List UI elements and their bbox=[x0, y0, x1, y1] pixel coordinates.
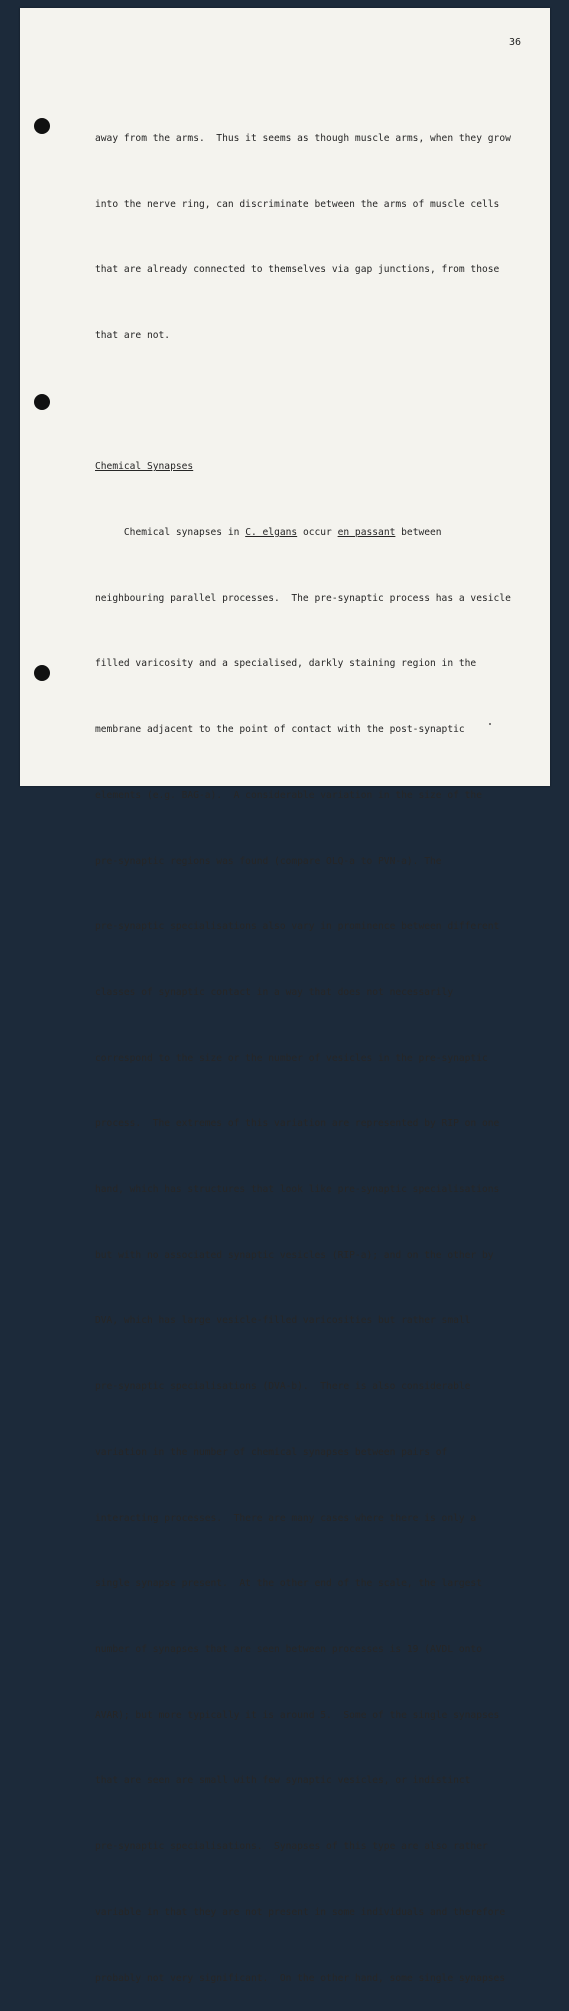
text-line: away from the arms. Thus it seems as though muscle arms, when they grow bbox=[95, 132, 511, 144]
text-line: variable in that they are not present in some individuals and therefore bbox=[95, 1906, 506, 1918]
text-line: filled varicosity and a specialised, darkly staining region in the bbox=[95, 658, 477, 670]
punch-hole bbox=[34, 118, 50, 134]
text-line: interacting processes. There are many cases where there is only a bbox=[95, 1512, 477, 1524]
text-line: but with no associated synaptic vesicles (RIP-a); and on the other by bbox=[95, 1249, 494, 1261]
text-line: DVA, which has large vesicle-filled varicosities but rather small bbox=[95, 1315, 471, 1327]
latin-term: en passant bbox=[337, 527, 396, 539]
text-line: hand, which has structures that look like pre-synaptic specialisations bbox=[95, 1184, 500, 1196]
text-line: probably not very significant. On the other hand, some single synapses bbox=[95, 1972, 506, 1984]
text-line: elements (e.g. BAG-a). A considerable variation in the size of the bbox=[95, 789, 482, 801]
text-line: pre-synaptic specialisations (DVA-b). There is also considerable bbox=[95, 1381, 471, 1393]
text-line: neighbouring parallel processes. The pre-synaptic process has a vesicle bbox=[95, 592, 511, 604]
text-line: pre-synaptic specialisations. Synapses of this type are also rather bbox=[95, 1841, 488, 1853]
text-line: variation in the number of chemical synapses between pairs of bbox=[95, 1446, 448, 1458]
text-line: that are seen are small with few synaptic vesicles, or indistinct bbox=[95, 1775, 471, 1787]
species-name: C. elgans bbox=[245, 527, 298, 539]
text-line: AVAR); but more typically it is around 5. Some of the single synapses bbox=[95, 1709, 500, 1721]
paper-speck bbox=[489, 723, 491, 725]
text-line: classes of synaptic contact in a way that does not necessarily bbox=[95, 986, 454, 998]
section-heading: Chemical Synapses bbox=[95, 461, 194, 473]
text-line: number of synapses that are seen between processes is 19 (AVDL onto bbox=[95, 1643, 482, 1655]
text-line: pre-synaptic specialisations also vary in prominence between different bbox=[95, 921, 500, 933]
punch-hole bbox=[34, 665, 50, 681]
text-line: membrane adjacent to the point of contact with the post-synaptic bbox=[95, 724, 465, 736]
text-line: Chemical synapses in C. elgans occur en passant between bbox=[123, 527, 442, 539]
text-line: correspond to the size or the number of vesicles in the pre-synaptic bbox=[95, 1052, 488, 1064]
text-line: process. The extremes of this variation are represented by RIP on one bbox=[95, 1118, 500, 1130]
text-line: single synapse present. At the other end of the scale, the largest bbox=[95, 1578, 482, 1590]
text-line: pre-synaptic regions was found (compare OLQ-a to PVN-a). The bbox=[95, 855, 442, 867]
text-line: that are not. bbox=[95, 329, 171, 341]
text-line: that are already connected to themselves via gap junctions, from those bbox=[95, 264, 500, 276]
punch-hole bbox=[34, 394, 50, 410]
page-number: 36 bbox=[508, 37, 521, 48]
text-line: into the nerve ring, can discriminate between the arms of muscle cells bbox=[95, 198, 500, 210]
body-text bbox=[95, 84, 511, 2011]
